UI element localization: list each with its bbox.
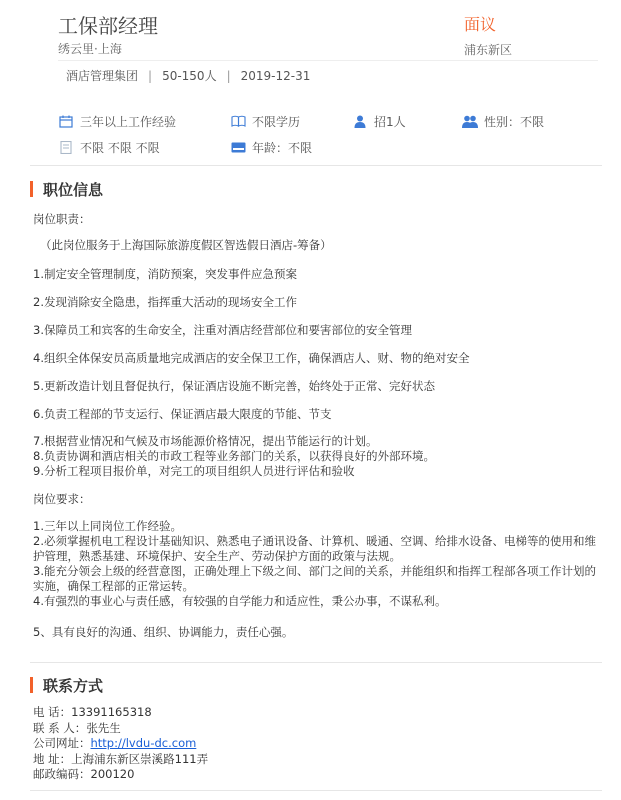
attr-label: 三年以上工作经验: [80, 114, 177, 129]
job-title: 工保部经理: [58, 14, 158, 38]
address-value: 上海浦东新区崇溪路111弄: [71, 751, 209, 766]
job-intro: （此岗位服务于上海国际旅游度假区智选假日酒店-筹备）: [40, 238, 332, 252]
section-job-info: [30, 174, 602, 204]
attr-education: [230, 113, 352, 130]
person-label: 联 系 人：: [33, 720, 87, 735]
website-label: 公司网址：: [33, 736, 91, 750]
duty-item: 6.负责工程部的节支运行、保证酒店最大限度的节能、节支: [33, 407, 332, 421]
section-title: 联系方式: [43, 676, 104, 695]
attr-label: 招1人: [374, 114, 406, 129]
divider: [30, 662, 602, 663]
salary: 面议: [464, 15, 497, 34]
address-label: 地 址：: [33, 751, 72, 766]
job-header: [0, 0, 621, 100]
company-meta: [58, 60, 598, 90]
postcode-label: 邮政编码：: [33, 767, 91, 781]
duty-list-tight: [33, 434, 603, 479]
card-icon: [230, 140, 246, 154]
postcode-value: 200120: [90, 767, 135, 781]
attr-age: [230, 139, 352, 156]
requirement-item: 4.有强烈的事业心与责任感，有较强的自学能力和适应性，秉公办事，不谋私利。: [33, 594, 447, 608]
job-attributes: [58, 108, 598, 160]
phone-value: 13391165318: [71, 705, 152, 719]
duty-item: 5.更新改造计划且督促执行，保证酒店设施不断完善，始终处于正常、完好状态: [33, 379, 435, 393]
duty-item: 7.根据营业情况和气候及市场能源价格情况，提出节能运行的计划。: [33, 434, 378, 448]
attr-misc: [58, 139, 230, 156]
attr-label: 性别：不限: [484, 114, 545, 129]
requirement-item: 5、具有良好的沟通、组织、协调能力，责任心强。: [33, 625, 294, 639]
requirement-item: 1.三年以上同岗位工作经验。: [33, 519, 182, 533]
contact-address: [33, 752, 208, 768]
contact-website: [33, 736, 208, 752]
attr-headcount: [352, 113, 462, 130]
duties-label: 岗位职责：: [33, 212, 91, 226]
contact-person: [33, 721, 208, 737]
attr-label: 不限 不限 不限: [80, 140, 160, 155]
attr-gender: [462, 113, 582, 130]
section-title: 职位信息: [43, 180, 104, 199]
company-location: 绣云里·上海: [58, 42, 122, 56]
duty-item: 4.组织全体保安员高质量地完成酒店的安全保卫工作，确保酒店人、财、物的绝对安全: [33, 351, 470, 365]
divider: [30, 165, 602, 166]
section-accent-bar: [30, 677, 33, 693]
people-icon: [462, 114, 478, 128]
phone-label: 电 话：: [33, 705, 72, 719]
company-industry: 酒店管理集团: [66, 69, 139, 83]
duty-item: 8.负责协调和酒店相关的市政工程等业务部门的关系，以获得良好的外部环境。: [33, 449, 435, 463]
person-value: 张先生: [86, 720, 121, 735]
meta-separator: |: [148, 68, 153, 83]
duty-item: 9.分析工程项目报价单，对完工的项目组织人员进行评估和验收: [33, 464, 355, 478]
contact-phone: [33, 705, 208, 721]
attr-experience: [58, 113, 230, 130]
duty-item: 1.制定安全管理制度，消防预案，突发事件应急预案: [33, 267, 297, 281]
meta-separator: |: [226, 68, 231, 83]
requirements-label: 岗位要求：: [33, 492, 91, 506]
document-icon: [58, 140, 74, 154]
person-icon: [352, 114, 368, 128]
divider: [30, 790, 602, 791]
requirement-item: 3.能充分领会上级的经营意图，正确处理上下级之间、部门之间的关系，并能组织和指挥工程部各项工作计划的实施，确保工程部的正常运转。: [33, 564, 596, 593]
section-accent-bar: [30, 181, 33, 197]
requirement-list: [33, 519, 603, 609]
contact-info: [33, 705, 208, 783]
requirement-item: 2.必须掌握机电工程设计基础知识、熟悉电子通讯设备、计算机、暖通、空调、给排水设备、电梯等的使用和维护管理，熟悉基建、环境保护、安全生产、劳动保护方面的政策与法规。: [33, 534, 596, 563]
attr-label: 不限学历: [252, 114, 301, 129]
duty-item: 3.保障员工和宾客的生命安全，注重对酒店经营部位和要害部位的安全管理: [33, 323, 412, 337]
contact-postcode: [33, 767, 208, 783]
calendar-icon: [58, 114, 74, 128]
attr-label: 年龄：不限: [252, 140, 313, 155]
book-icon: [230, 114, 246, 128]
district: 浦东新区: [464, 43, 513, 57]
company-size: 50-150人: [162, 69, 217, 83]
duty-item: 2.发现消除安全隐患，指挥重大活动的现场安全工作: [33, 295, 297, 309]
website-link[interactable]: http://lvdu-dc.com: [90, 736, 197, 750]
post-date: 2019-12-31: [240, 68, 311, 83]
section-contact: [30, 670, 602, 700]
